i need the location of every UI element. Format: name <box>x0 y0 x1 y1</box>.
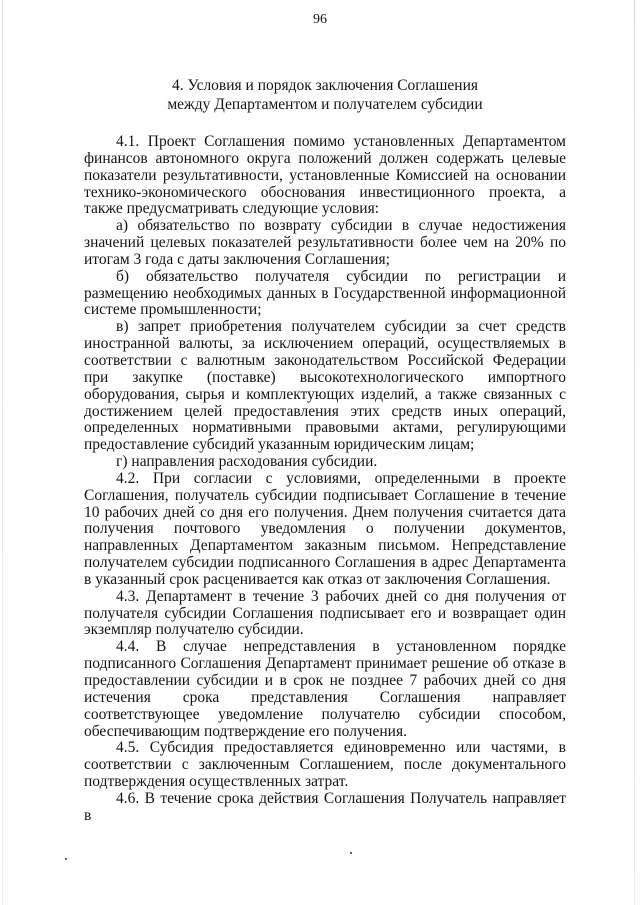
scan-edge-left <box>2 0 3 905</box>
paragraph-4-1-a: а) обязательство по возврату субсидии в случае недостижения значений целевых показателей результативности более чем на 20% по итогам 3 года с даты заключения Соглашения; <box>84 217 566 268</box>
body-text <box>84 134 566 825</box>
paragraph-4-1-b: б) обязательство получателя субсидии по регистрации и размещению необходимых данных в Государственной информационной системе промышленности; <box>84 267 566 319</box>
paragraph-4-6: 4.6. В течение срока действия Соглашения Получатель направляет в <box>84 789 566 824</box>
section-heading <box>60 76 590 114</box>
paragraph-4-3: 4.3. Департамент в течение 3 рабочих дней со дня получения от получателя субсидии Соглашения подписывает его и возвращает один экземпляр получателю субсидии. <box>84 587 566 639</box>
paragraph-4-1: 4.1. Проект Соглашения помимо установленных Департаментом финансов автономного округа положений должен содержать целевые показатели результативности, установленные Комиссией на основании технико-экономического обоснования инвестиционного проекта, а также предусматривать следующие условия: <box>84 133 566 218</box>
paragraph-4-4: 4.4. В случае непредставления в установленном порядке подписанного Соглашения Департамент принимает решение об отказе в предоставлении субсидии и в срок не позднее 7 рабочих дней со дня истечения срока представления Соглашения направляет соответствующее уведомление получателю субсидии способом, обеспечивающим подтверждение его получения. <box>84 638 566 740</box>
paragraph-4-1-v: в) запрет приобретения получателем субсидии за счет средств иностранной валюты, за исключением операций, осуществляемых в соответствии с валютным законодательством Российской Федерации при закупке (поставке) высокотехнологического импортного оборудования, сырья и комплектующих изделий, а также связанных с достижением целей предоставления этих средств иных операций, определенных нормативными правовыми актами, регулирующими предоставление субсидий указанным юридическим лицам; <box>84 318 566 454</box>
section-heading-line-2: между Департаментом и получателем субсидии <box>167 96 483 113</box>
scan-edge-right <box>634 0 635 905</box>
scan-speck <box>350 852 352 854</box>
section-heading-line-1: 4. Условия и порядок заключения Соглашения <box>171 77 479 94</box>
paragraph-4-2: 4.2. При согласии с условиями, определенными в проекте Соглашения, получатель субсидии подписывает Соглашение в течение 10 рабочих дней со дня его получения. Днем получения считается дата получения почтового уведомления о получении документов, направленных Департаментом заказным письмом. Непредставление получателем субсидии подписанного Соглашения в адрес Департамента в указанный срок расценивается как отказ от заключения Соглашения. <box>84 469 566 588</box>
page-number: 96 <box>313 12 327 27</box>
scan-speck <box>65 858 67 860</box>
paragraph-4-1-g: г) направления расходования субсидии. <box>116 453 378 471</box>
paragraph-4-5: 4.5. Субсидия предоставляется единовременно или частями, в соответствии с заключенным Соглашением, после документального подтверждения осуществленных затрат. <box>84 739 566 791</box>
